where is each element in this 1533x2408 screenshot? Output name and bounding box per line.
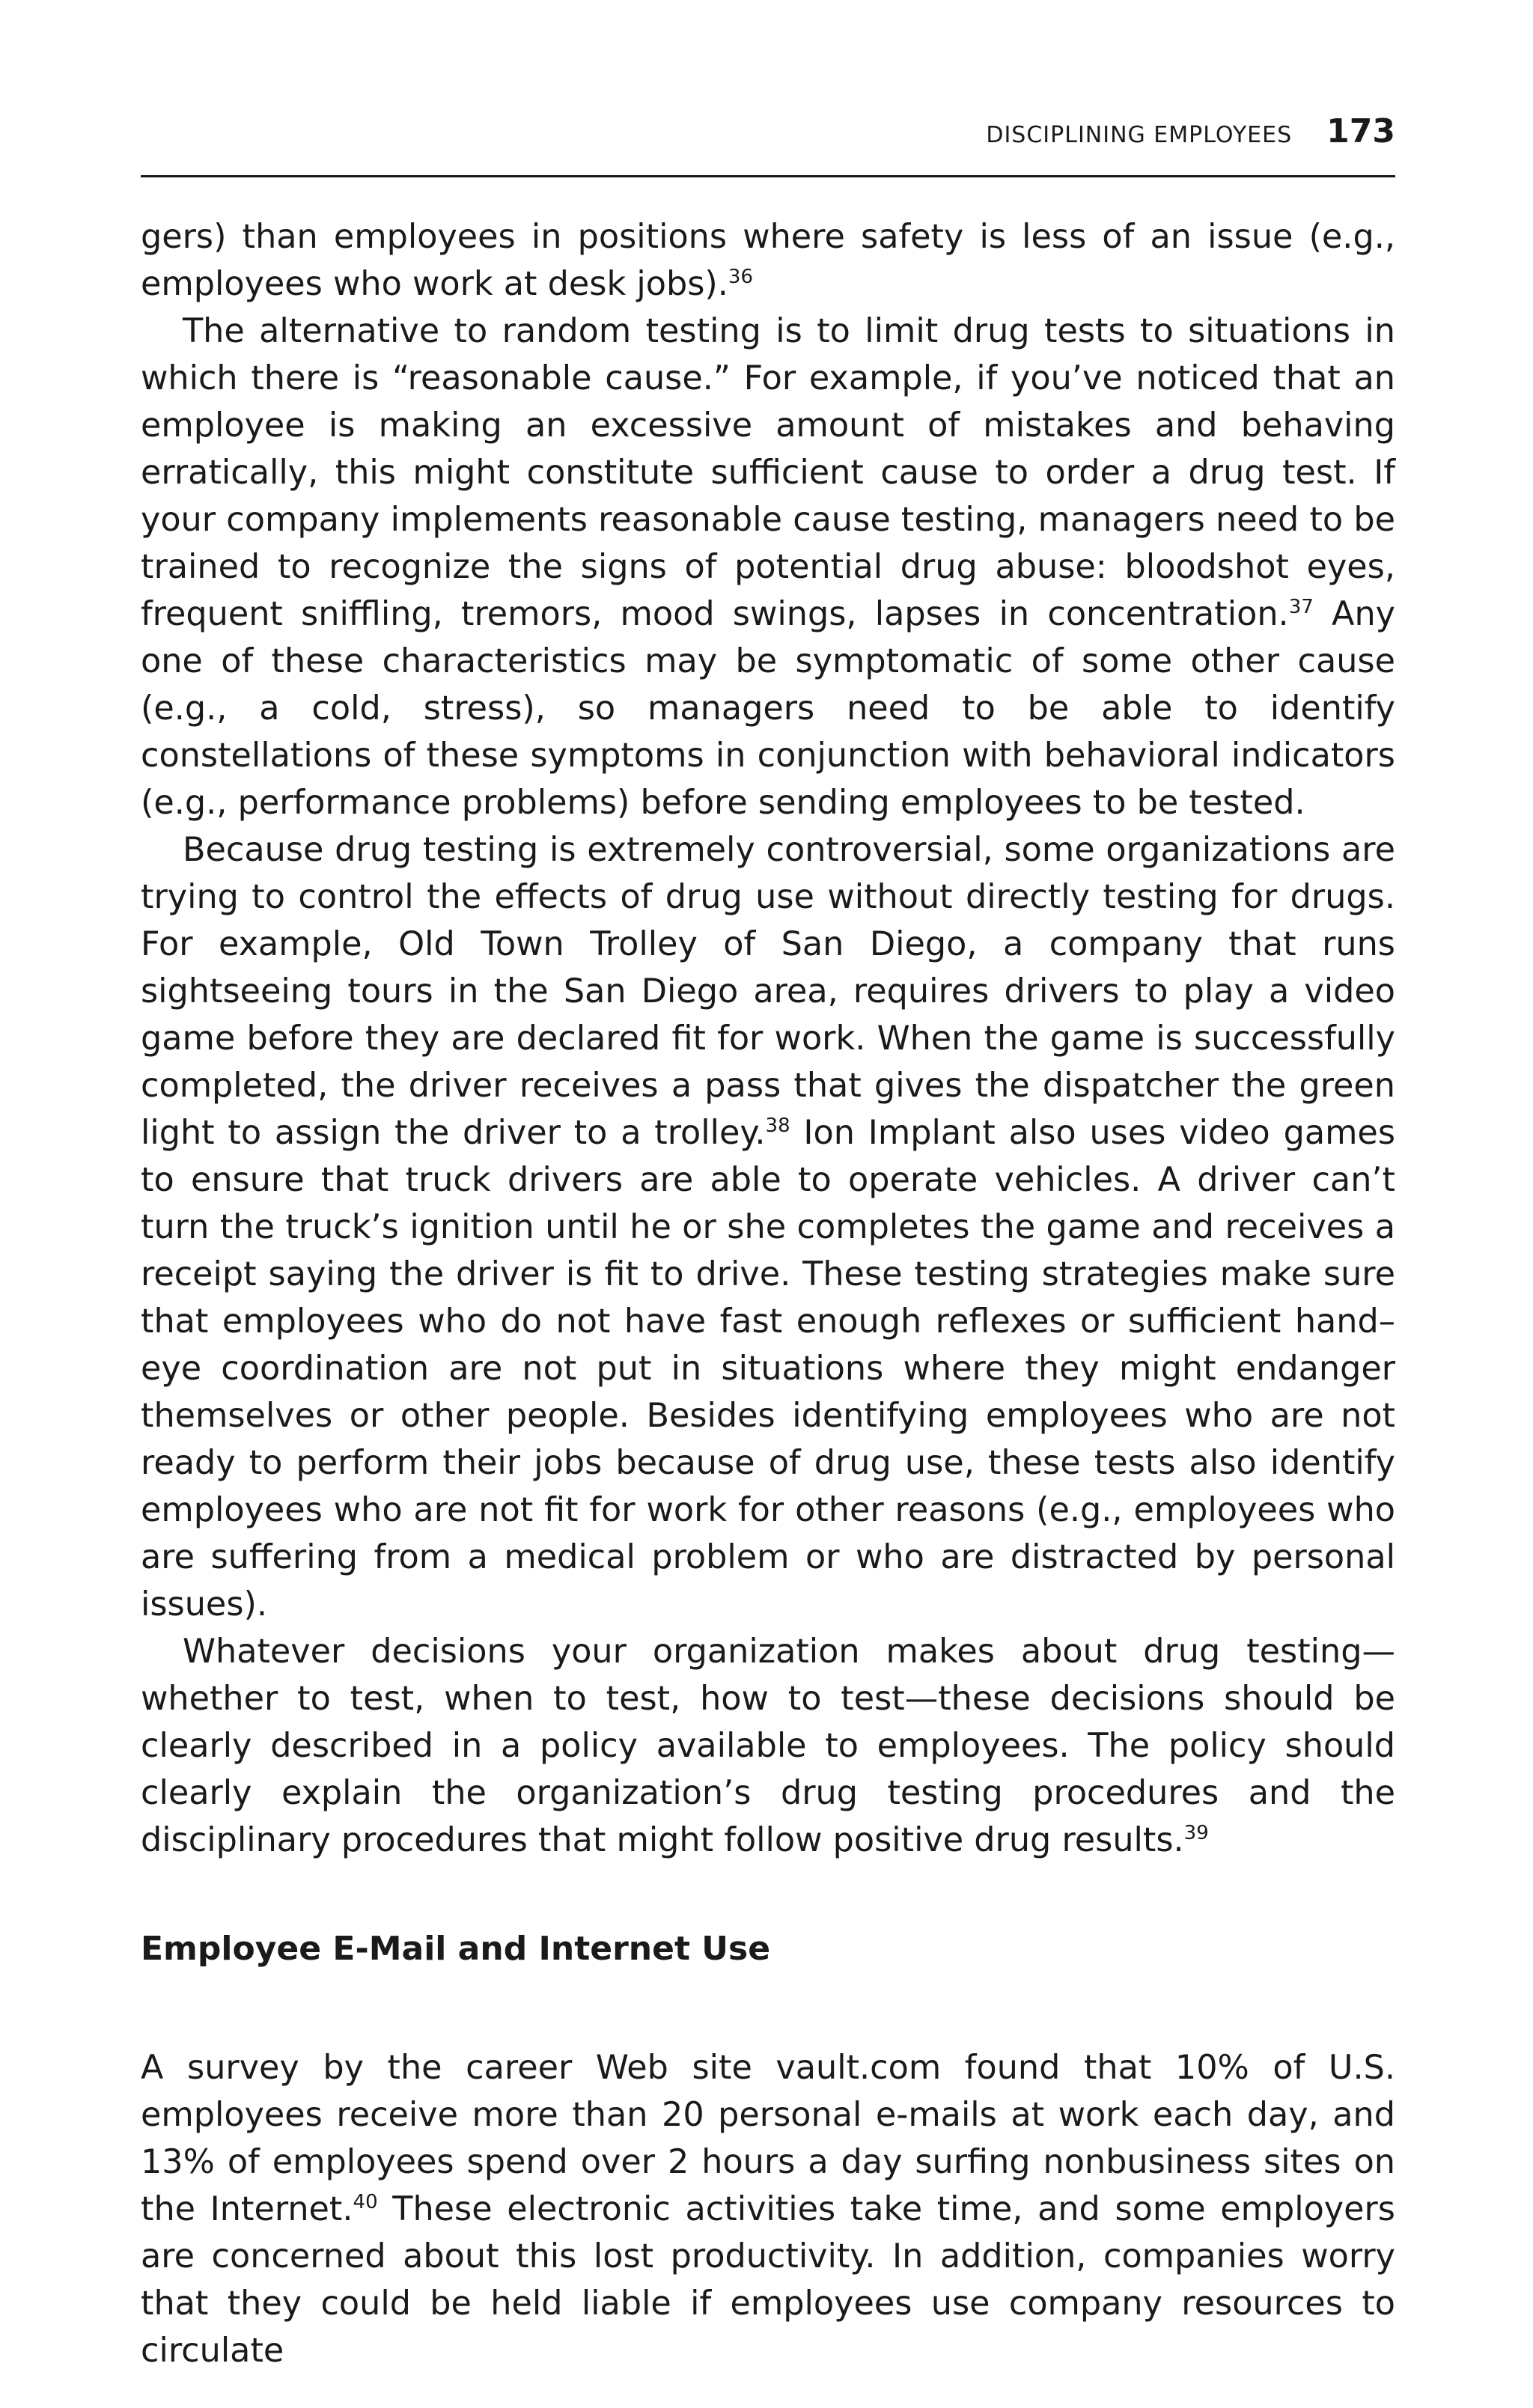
text-run: These electronic activities take time, and some employers are concerned about this lost productivity. In addition, companies worry that they could be held liable if employees use company resources to circulate	[141, 2190, 1395, 2370]
text-run: gers) than employees in positions where safety is less of an issue (e.g., employees who work at desk jobs).	[141, 218, 1395, 303]
paragraph	[141, 1628, 1395, 1864]
footnote-ref: 37	[1288, 596, 1314, 619]
section-heading: Employee E-Mail and Internet Use	[141, 1930, 771, 1968]
text-run: Ion Implant also uses video games to ensure that truck drivers are able to operate vehicles. A driver can’t turn the truck’s ignition until he or she completes the game and receives a receipt saying the driver is fit to drive. These testing strategies make sure that employees who do not have fast enough reflexes or sufficient hand–eye coordination are not put in situations where they might endanger themselves or other people. Besides identifying employees who are not ready to perform their jobs because of drug use, these tests also identify employees who are not fit for work for other reasons (e.g., employees who are suffering from a medical problem or who are distracted by personal issues).	[141, 1114, 1395, 1624]
section-body	[141, 2044, 1395, 2374]
running-title: DISCIPLINING EMPLOYEES	[986, 122, 1293, 148]
paragraph	[141, 2044, 1395, 2374]
paragraph-continued	[141, 213, 1395, 308]
book-page	[141, 112, 1395, 2374]
footnote-ref: 39	[1183, 1822, 1209, 1845]
footnote-ref: 38	[765, 1115, 790, 1138]
text-run: Because drug testing is extremely controversial, some organizations are trying to control the effects of drug use without directly testing for drugs. For example, Old Town Trolley of San Diego, a company that runs sightseeing tours in the San Diego area, requires drivers to play a video game before they are declared fit for work. When the game is successfully completed, the driver receives a pass that gives the dispatcher the green light to assign the driver to a trolley.	[141, 831, 1395, 1152]
text-run: The alternative to random testing is to limit drug tests to situations in which there is “reasonable cause.” For example, if you’ve noticed that an employee is making an excessive amount of mistakes and behaving erratically, this might constitute sufficient cause to order a drug test. If your company implements reasonable cause testing, managers need to be trained to recognize the signs of potential drug abuse: bloodshot eyes, frequent sniffling, tremors, mood swings, lapses in concentration.	[141, 312, 1395, 633]
text-run: Any one of these characteristics may be symptomatic of some other cause (e.g., a cold, stress), so managers need to be able to identify constellations of these symptoms in conjunction with behavioral indicators (e.g., performance problems) before sending employees to be tested.	[141, 595, 1395, 822]
body-text	[141, 213, 1395, 1864]
paragraph	[141, 308, 1395, 826]
header-rule	[141, 175, 1395, 177]
footnote-ref: 36	[728, 266, 753, 289]
running-header	[141, 112, 1395, 165]
page-number: 173	[1326, 112, 1395, 150]
paragraph	[141, 826, 1395, 1628]
footnote-ref: 40	[353, 2191, 378, 2214]
text-run: Whatever decisions your organization makes about drug testing—whether to test, when to test, how to test—these decisions should be clearly described in a policy available to employees. The policy should clearly explain the organization’s drug testing procedures and the disciplinary procedures that might follow positive drug results.	[141, 1633, 1395, 1859]
text-run: A survey by the career Web site vault.com found that 10% of U.S. employees receive more than 20 personal e-mails at work each day, and 13% of employees spend over 2 hours a day surfing nonbusiness sites on the Internet.	[141, 2049, 1395, 2228]
